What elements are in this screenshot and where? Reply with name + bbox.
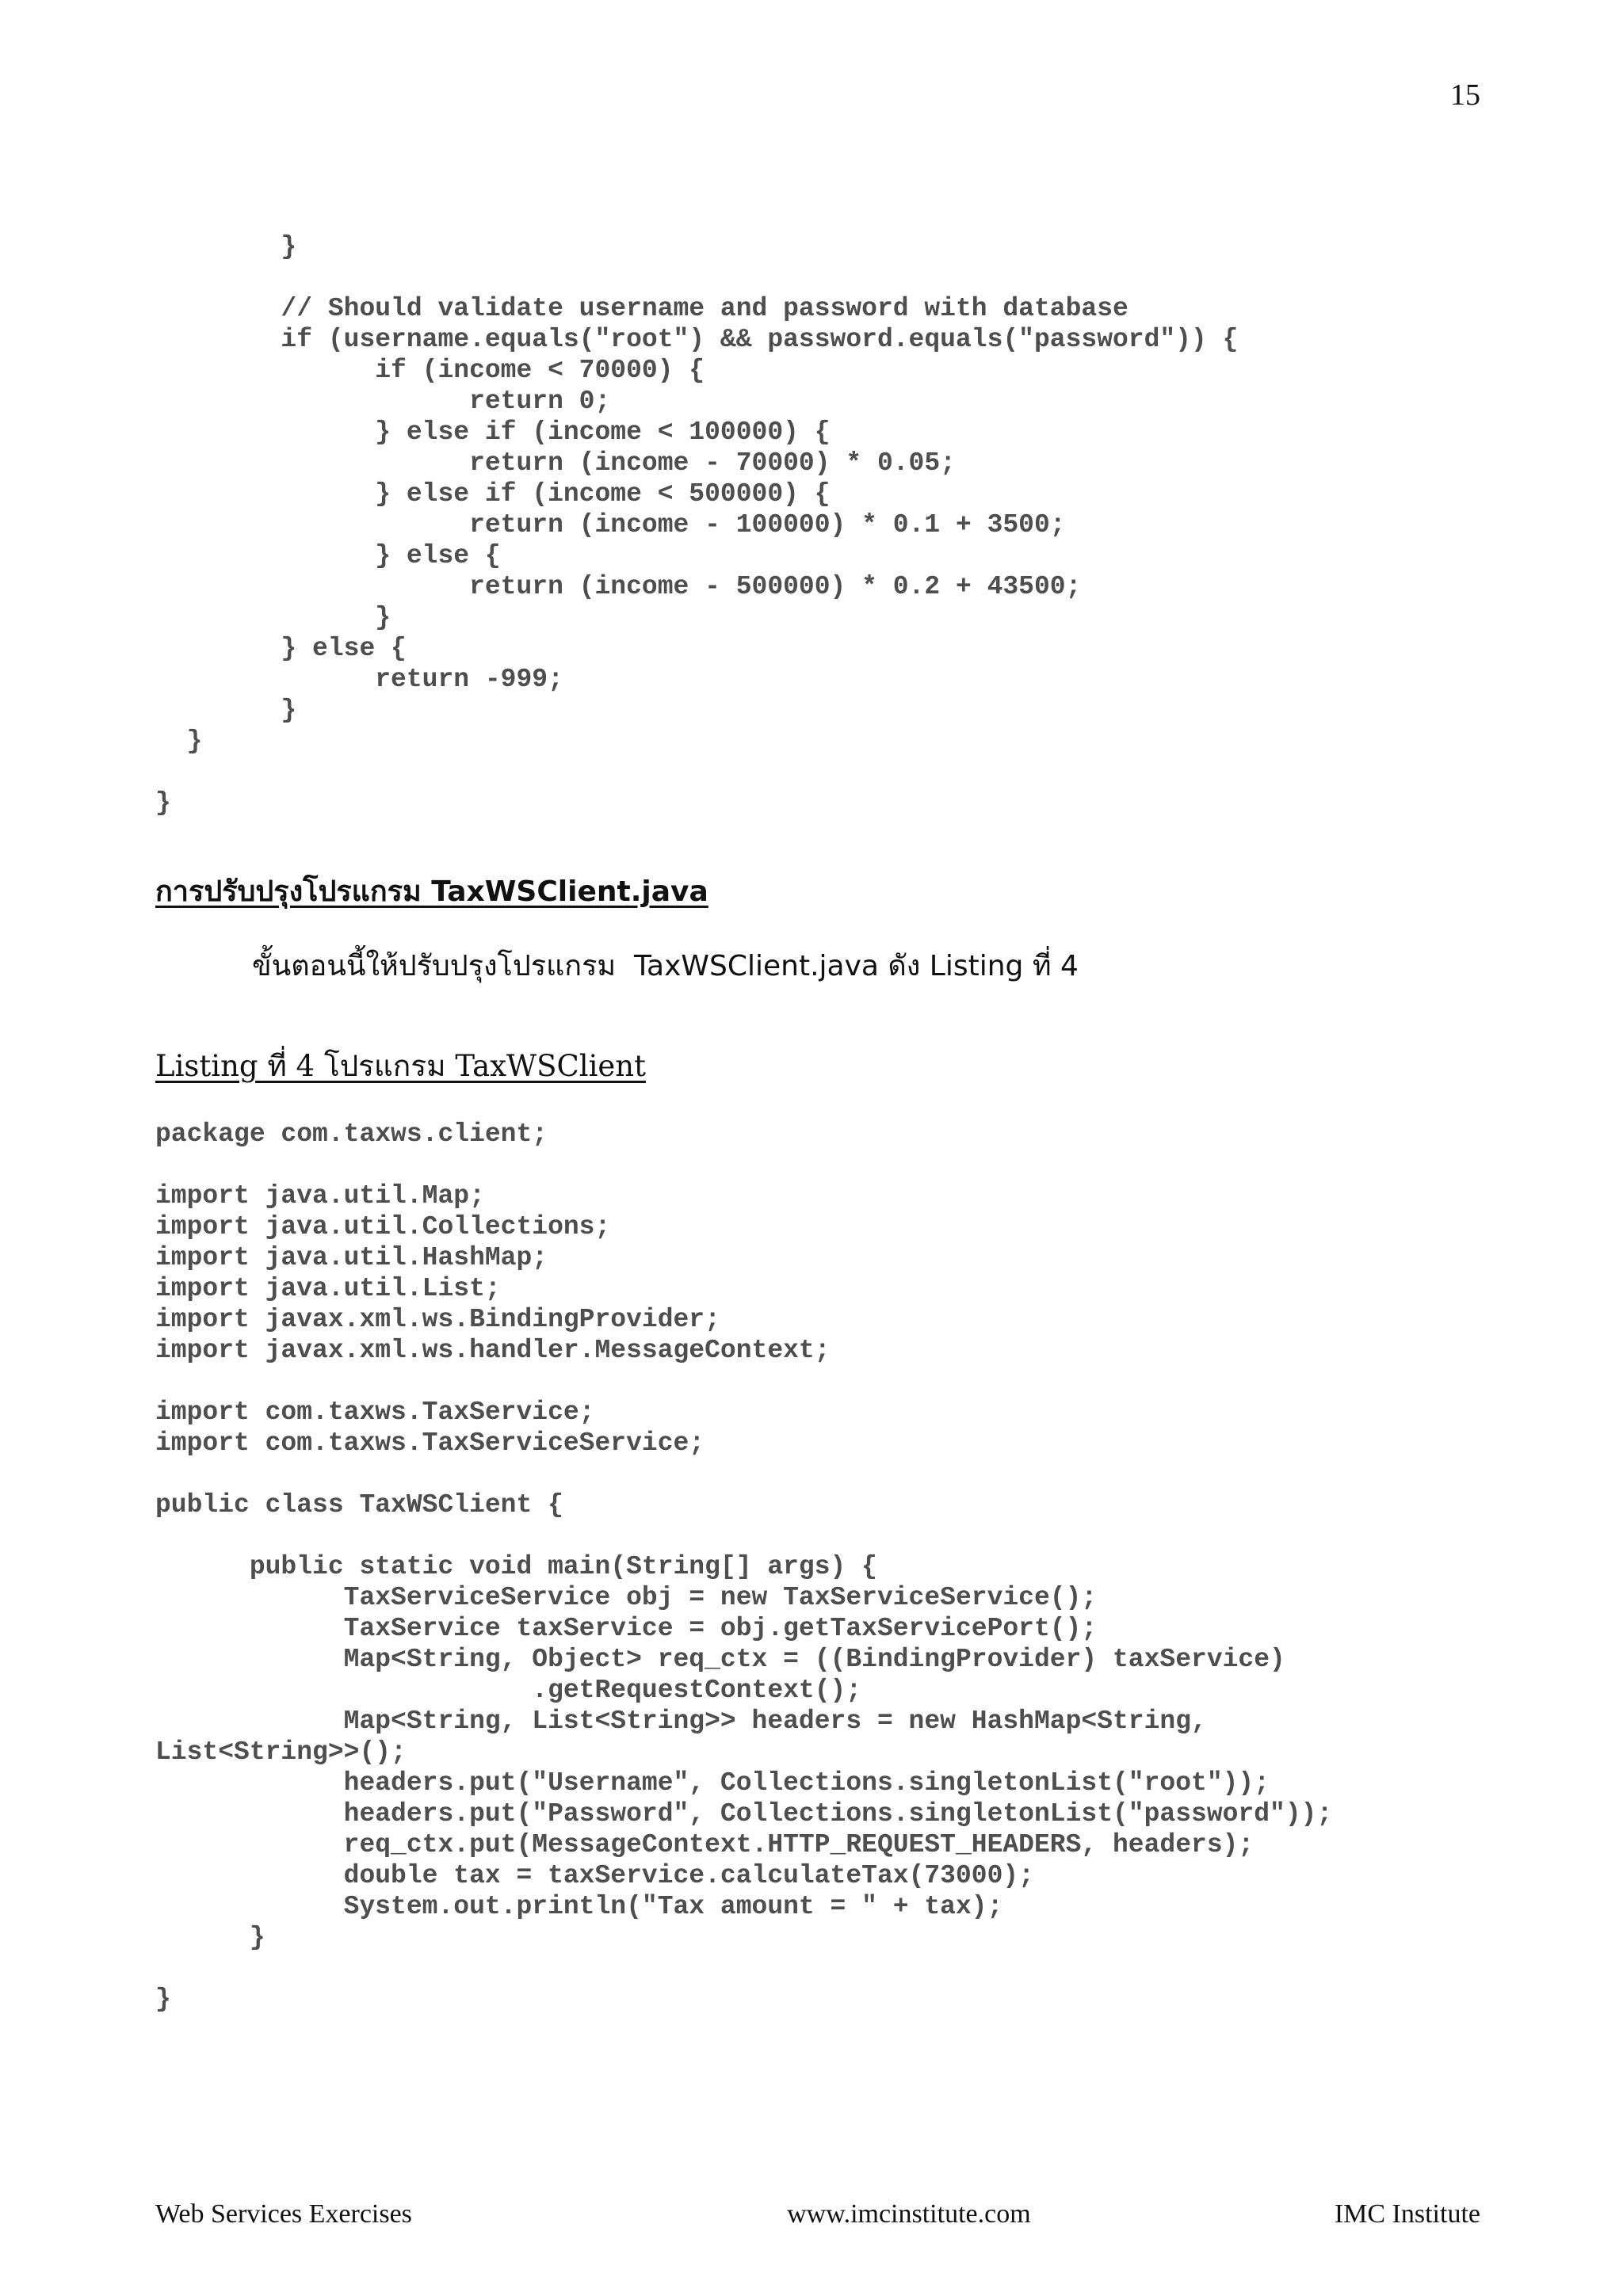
code-block-tax-service: } // Should validate username and password with database if (username.equals("root") && password.equals("password")) { if (income < 70000) { return 0; } else if (income < 100000) { return (income - 70000) * 0.05; } else if (income < 500000) { return (income - 100000) * 0.1 + 3500; } else { return (income - 500000) * 0.2 + 43500; } } else { return -999; } } } [155,232,1239,818]
footer-right-text: IMC Institute [1334,2199,1480,2229]
page-footer [155,2199,1480,2229]
page-number: 15 [1450,78,1480,112]
listing-caption: Listing ที่ 4 โปรแกรม TaxWSClient [155,1049,647,1083]
section-paragraph: ขั้นตอนนี้ให้ปรับปรุงโปรแกรม TaxWSClient.java ดัง Listing ที่ 4 [252,950,1079,982]
section-heading: การปรับปรุงโปรแกรม TaxWSClient.java [155,875,708,908]
footer-center-text: www.imcinstitute.com [787,2199,1031,2229]
code-block-taxws-client: package com.taxws.client; import java.util.Map; import java.util.Collections; import java.util.HashMap; import java.util.List; import javax.xml.ws.BindingProvider; import javax.xml.ws.handler.MessageContext; import com.taxws.TaxService; import com.taxws.TaxServiceService; public class TaxWSClient { public static void main(String[] args) { TaxServiceService obj = new TaxServiceService(); TaxService taxService = obj.getTaxServicePort(); Map<String, Object> req_ctx = ((BindingProvider) taxService) .getRequestContext(); Map<String, List<String>> headers = new HashMap<String, List<String>>(); headers.put("Username", Collections.singletonList("root")); headers.put("Password", Collections.singletonList("password")); req_ctx.put(MessageContext.HTTP_REQUEST_HEADERS, headers); double tax = taxService.calculateTax(73000); System.out.println("Tax amount = " + tax); } } [155,1119,1333,2014]
footer-left-text: Web Services Exercises [155,2199,412,2229]
